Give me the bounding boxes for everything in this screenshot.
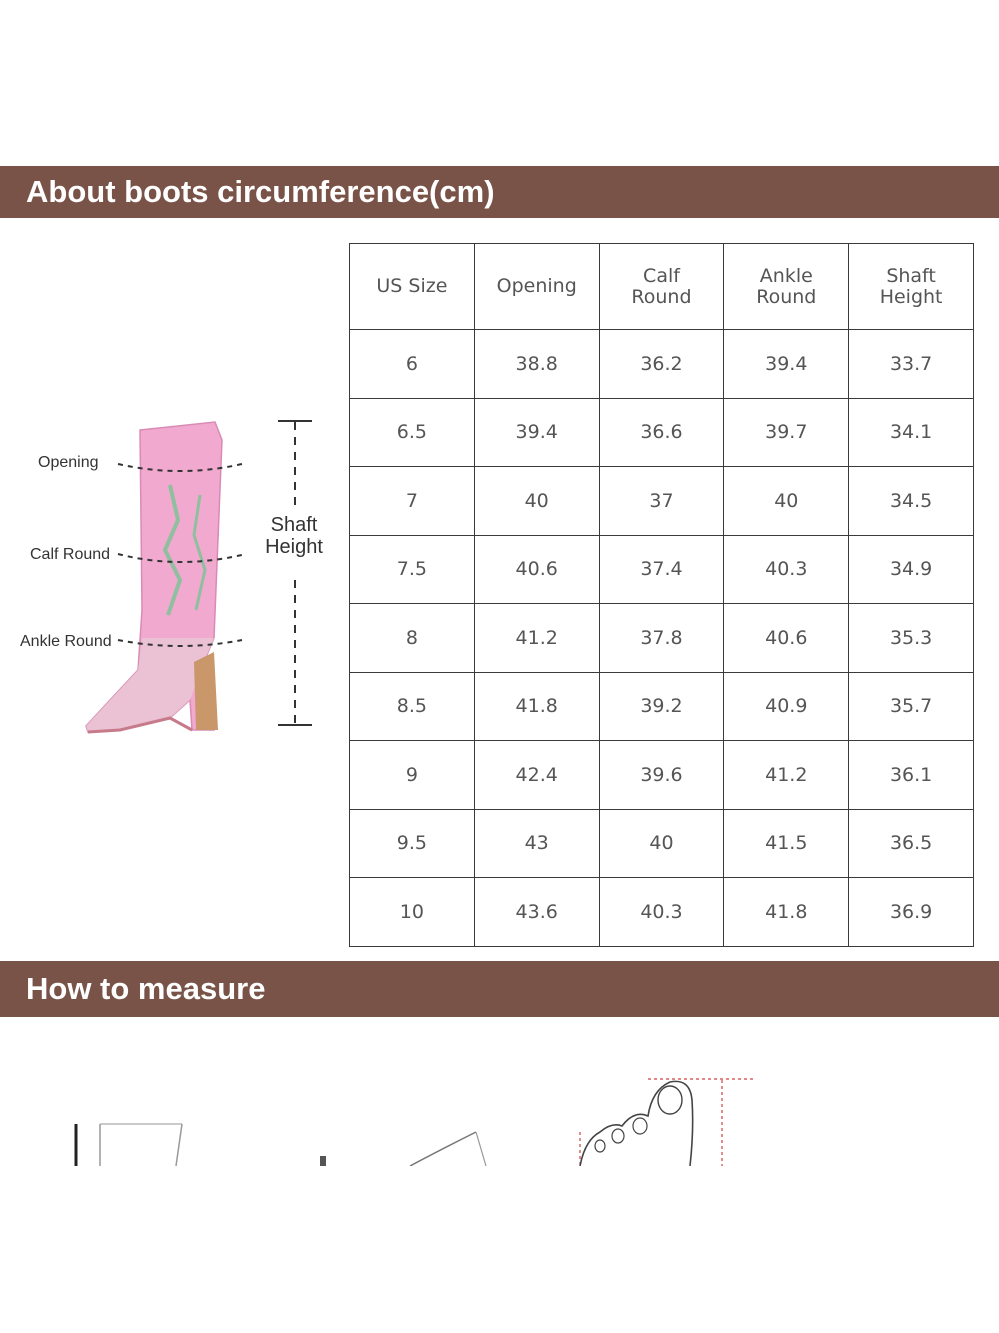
table-row xyxy=(350,809,974,878)
size-chart-table xyxy=(349,243,974,947)
cell-ankle-round: 40.9 xyxy=(724,672,849,741)
cell-us-size: 9.5 xyxy=(350,809,475,878)
cell-us-size: 8.5 xyxy=(350,672,475,741)
table-body xyxy=(350,330,974,947)
cell-calf-round: 39.2 xyxy=(599,672,724,741)
cell-ankle-round: 41.5 xyxy=(724,809,849,878)
cell-us-size: 7.5 xyxy=(350,535,475,604)
foot-measure-drawing xyxy=(580,1079,756,1166)
measure-illustrations xyxy=(0,1040,999,1166)
table-row xyxy=(350,741,974,810)
cell-shaft-height: 36.5 xyxy=(849,809,974,878)
cell-opening: 42.4 xyxy=(474,741,599,810)
shaft-label-line1: Shaft xyxy=(270,514,318,536)
col-us-size: US Size xyxy=(350,244,475,330)
cell-opening: 41.2 xyxy=(474,604,599,673)
table-row xyxy=(350,878,974,947)
col-shaft-height: Shaft Height xyxy=(849,244,974,330)
cell-shaft-height: 36.1 xyxy=(849,741,974,810)
cell-shaft-height: 34.5 xyxy=(849,467,974,536)
cell-ankle-round: 40.6 xyxy=(724,604,849,673)
cell-opening: 43 xyxy=(474,809,599,878)
cell-opening: 40 xyxy=(474,467,599,536)
how-to-measure-header: How to measure xyxy=(0,961,999,1017)
shoe-measure-drawing xyxy=(320,1132,486,1166)
cell-opening: 41.8 xyxy=(474,672,599,741)
cell-opening: 43.6 xyxy=(474,878,599,947)
cell-us-size: 6.5 xyxy=(350,398,475,467)
cell-opening: 39.4 xyxy=(474,398,599,467)
cell-us-size: 8 xyxy=(350,604,475,673)
circumference-header: About boots circumference(cm) xyxy=(0,166,999,218)
cell-ankle-round: 40 xyxy=(724,467,849,536)
table-row xyxy=(350,330,974,399)
cell-ankle-round: 40.3 xyxy=(724,535,849,604)
table-header-row xyxy=(350,244,974,330)
opening-label: Opening xyxy=(38,454,99,471)
col-ankle-round: Ankle Round xyxy=(724,244,849,330)
boot-diagram xyxy=(0,400,340,760)
cell-us-size: 7 xyxy=(350,467,475,536)
boot-illustration xyxy=(86,422,222,732)
cell-us-size: 10 xyxy=(350,878,475,947)
table-row xyxy=(350,672,974,741)
cell-calf-round: 37 xyxy=(599,467,724,536)
shaft-label-line2: Height xyxy=(265,536,323,558)
table-row xyxy=(350,535,974,604)
col-opening: Opening xyxy=(474,244,599,330)
cell-calf-round: 40.3 xyxy=(599,878,724,947)
cell-shaft-height: 36.9 xyxy=(849,878,974,947)
cell-calf-round: 37.8 xyxy=(599,604,724,673)
cell-us-size: 6 xyxy=(350,330,475,399)
cell-calf-round: 36.6 xyxy=(599,398,724,467)
cell-calf-round: 36.2 xyxy=(599,330,724,399)
cell-shaft-height: 33.7 xyxy=(849,330,974,399)
table-row xyxy=(350,467,974,536)
cell-shaft-height: 35.7 xyxy=(849,672,974,741)
cell-shaft-height: 35.3 xyxy=(849,604,974,673)
shaft-height-marker xyxy=(278,421,312,725)
cell-shaft-height: 34.9 xyxy=(849,535,974,604)
cell-calf-round: 39.6 xyxy=(599,741,724,810)
cell-ankle-round: 39.7 xyxy=(724,398,849,467)
table-row xyxy=(350,604,974,673)
cell-opening: 40.6 xyxy=(474,535,599,604)
col-calf-round: Calf Round xyxy=(599,244,724,330)
cell-ankle-round: 41.8 xyxy=(724,878,849,947)
cell-calf-round: 40 xyxy=(599,809,724,878)
table-row xyxy=(350,398,974,467)
ankle-round-label: Ankle Round xyxy=(20,633,112,650)
calf-round-label: Calf Round xyxy=(30,546,111,563)
cell-ankle-round: 39.4 xyxy=(724,330,849,399)
cell-opening: 38.8 xyxy=(474,330,599,399)
cell-calf-round: 37.4 xyxy=(599,535,724,604)
cell-ankle-round: 41.2 xyxy=(724,741,849,810)
cell-us-size: 9 xyxy=(350,741,475,810)
cell-shaft-height: 34.1 xyxy=(849,398,974,467)
shaft-measure-drawing xyxy=(76,1124,182,1166)
